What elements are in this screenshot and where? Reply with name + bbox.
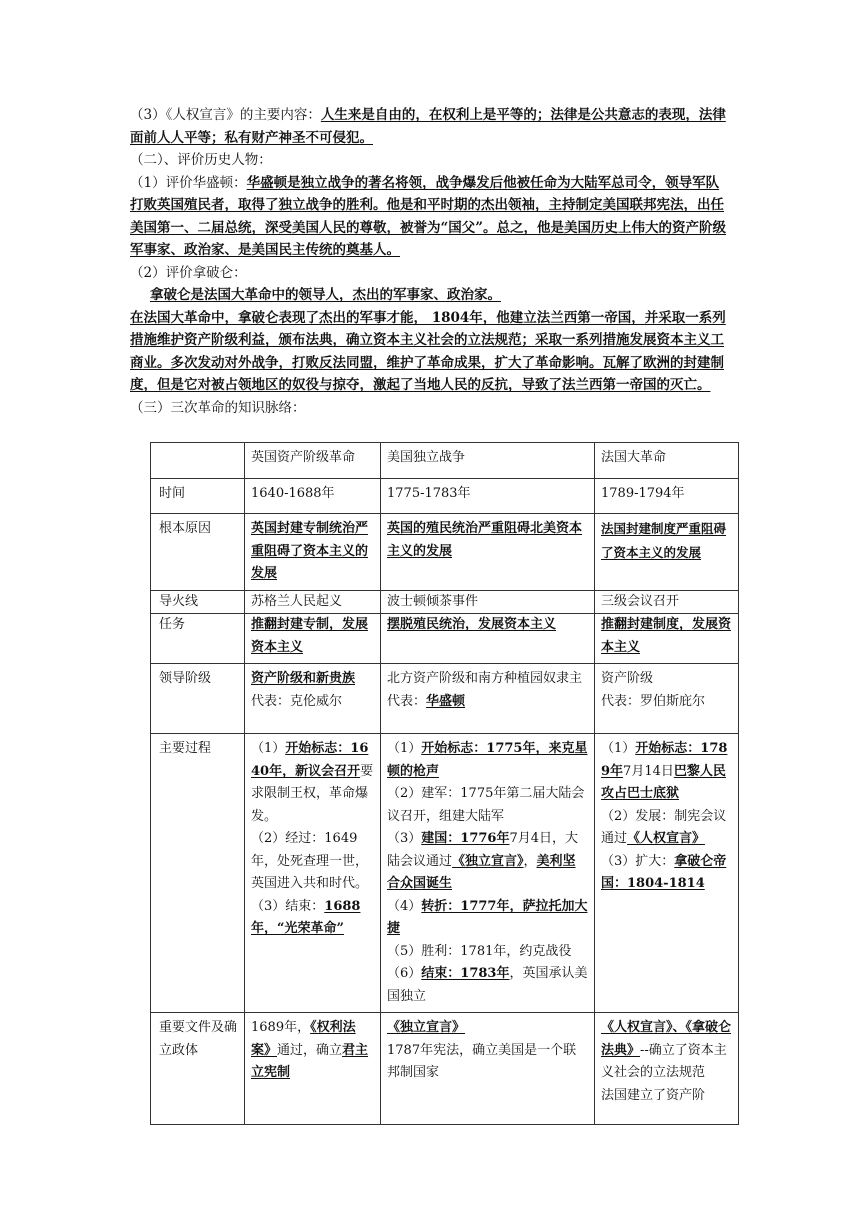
section-eval-heading: （二）、评价历史人物：	[130, 152, 272, 168]
napoleon-line1	[130, 284, 730, 307]
process-fr-1-prefix: （1）	[601, 741, 636, 756]
section3-prefix: （3）《人权宣言》的主要内容：	[130, 107, 321, 123]
table-cell	[245, 514, 381, 591]
table-cell: 1640-1688年	[245, 479, 381, 514]
row-label: 时间	[151, 479, 245, 514]
row-label: 主要过程	[151, 734, 245, 1013]
leader-fr-rep: 代表：罗伯斯庇尔	[601, 693, 706, 709]
table-cell	[245, 1013, 381, 1125]
process-fr-1b: 巴黎人民攻占巴士底狱	[601, 763, 726, 801]
process-uk-2: （2）经过：1649年，处死查理一世，英国进入共和时代。	[251, 831, 369, 891]
section3-content: 人生来是自由的，在权利上是平等的；法律是公共意志的表现，法律面前人人平等；私有财产神圣不可侵犯。	[130, 107, 726, 146]
cause-us: 英国的殖民统治严重阻碍北美资本主义的发展	[387, 521, 583, 559]
docs-uk-b: 《权利法案》	[251, 1020, 356, 1058]
table-cell	[595, 614, 739, 664]
cause-uk: 英国封建专制统治严重阻碍了资本主义的发展	[251, 521, 369, 581]
process-us-2: （2）建军：1775年第二届大陆会议召开，组建大陆军	[387, 786, 585, 824]
leader-us-rep: 华盛顿	[426, 693, 466, 709]
washington-paragraph	[130, 172, 730, 262]
docs-uk-d: 君主立宪制	[251, 1042, 369, 1080]
process-fr-3-prefix: （3）扩大：	[601, 853, 675, 869]
table-cell	[595, 514, 739, 591]
process-uk-3-prefix: （3）结束：	[251, 898, 325, 914]
table-header-cell	[151, 443, 245, 479]
table-cell: 1789-1794年	[595, 479, 739, 514]
table-header-row	[151, 443, 739, 479]
washington-prefix: （1）评价华盛顿：	[130, 174, 247, 191]
process-fr-2	[601, 806, 732, 851]
process-fr-2-text: （2）发展：制宪会议通过	[601, 808, 727, 846]
process-us-4-key: 转折：1777年，萨拉托加大捷	[387, 898, 588, 936]
row-label: 重要文件及确立政体	[151, 1013, 245, 1125]
process-us-6-key: 结束：1783年	[421, 966, 510, 981]
table-cell	[381, 1013, 595, 1125]
process-us-4	[387, 896, 588, 941]
table-cell	[245, 664, 381, 734]
table-cell	[595, 664, 739, 734]
section3-paragraph	[130, 104, 730, 149]
process-us-3-mid: 7月4日，大陆会议通过	[387, 831, 579, 869]
table-cell	[381, 664, 595, 734]
table-cell	[381, 514, 595, 591]
process-fr-3	[601, 851, 732, 896]
document-body	[130, 104, 730, 419]
table-cell: 苏格兰人民起义	[245, 590, 381, 614]
process-fr-1	[601, 738, 732, 806]
leader-fr-class: 资产阶级	[601, 671, 654, 686]
process-uk-3-key: 1688年，“光荣革命”	[251, 898, 361, 936]
table-row-fuse	[151, 590, 739, 614]
process-fr-2b: 《人权宣言》	[627, 831, 706, 846]
section-table-heading: （三）三次革命的知识脉络：	[130, 399, 306, 416]
napoleon-paragraph	[130, 307, 730, 397]
table-row-process	[151, 734, 739, 1013]
process-us-3a: 建国：1776年	[421, 831, 510, 846]
table-header-cell: 美国独立战争	[381, 443, 595, 479]
cause-fr: 法国封建制度严重阻碍了资本主义的发展	[601, 521, 727, 560]
process-us-3b: 《独立宣言》	[452, 853, 524, 869]
process-fr-1a: 开始标志：1789年	[601, 741, 728, 779]
table-row-cause	[151, 514, 739, 591]
task-uk: 推翻封建专制，发展资本主义	[251, 617, 369, 655]
table-header-cell: 法国大革命	[595, 443, 739, 479]
process-us-6-prefix: （6）	[387, 966, 422, 981]
table-cell	[381, 614, 595, 664]
process-us-3-comma: ，	[523, 853, 537, 869]
process-us-1	[387, 738, 588, 783]
table-cell	[245, 614, 381, 664]
row-label: 任务	[151, 614, 245, 664]
row-label: 领导阶级	[151, 664, 245, 734]
docs-fr-a: 《人权宣言》、《拿破仑法典》	[601, 1020, 732, 1058]
process-fr-3-key: 拿破仑帝国：1804-1814	[601, 853, 727, 891]
docs-fr-c: 法国建立了资产阶	[601, 1087, 706, 1103]
table-cell	[595, 734, 739, 1013]
table-row-task	[151, 614, 739, 664]
table-header-cell: 英国资产阶级革命	[245, 443, 381, 479]
row-label: 根本原因	[151, 514, 245, 591]
process-us-3-prefix: （3）	[387, 831, 422, 846]
table-cell	[381, 734, 595, 1013]
leader-us-class: 北方资产阶级和南方种植园奴隶主	[387, 671, 583, 686]
process-us-1-key: 开始标志：1775年，来克星顿的枪声	[387, 741, 588, 779]
napoleon-heading: （2）评价拿破仑：	[130, 264, 247, 281]
process-uk-3	[251, 896, 374, 941]
docs-us-b: 1787年宪法，确立美国是一个联邦制国家	[387, 1042, 577, 1080]
docs-uk-c: 通过，确立	[277, 1042, 343, 1058]
table-cell: 三级会议召开	[595, 590, 739, 614]
process-uk-1	[251, 738, 374, 828]
leader-us-rep-prefix: 代表：	[387, 693, 427, 709]
napoleon-para-text: 在法国大革命中，拿破仑表现了杰出的军事才能， 1804年，他建立法兰西第一帝国，并采取一系列措施维护资产阶级利益，颁布法典，确立资本主义社会的立法规范；采取一系列措施发展资本主义工商业。多次发动对外战争，打败反法同盟，维护了革命成果，扩大了革命影响。瓦解了欧洲的封建制度，但是它对被占领地区的奴役与掠夺，激起了当地人民的反抗，导致了法兰西第一帝国的灭亡。	[130, 309, 726, 393]
process-us-1-prefix: （1）	[387, 741, 422, 756]
table-cell	[245, 734, 381, 1013]
napoleon-line1-text: 拿破仑是法国大革命中的领导人，杰出的军事家、政治家。	[150, 287, 501, 303]
process-us-3	[387, 828, 588, 896]
table-cell: 波士顿倾茶事件	[381, 590, 595, 614]
revolutions-table	[150, 442, 739, 1125]
table-cell: 1775-1783年	[381, 479, 595, 514]
process-us-4-prefix: （4）	[387, 898, 422, 914]
docs-uk-a: 1689年，	[251, 1020, 311, 1035]
process-us-3c: 美利坚合众国诞生	[387, 853, 576, 891]
task-fr: 推翻封建制度，发展资本主义	[601, 617, 732, 655]
process-us-5: （5）胜利：1781年，约克战役	[387, 943, 572, 959]
table-row-time	[151, 479, 739, 514]
process-fr-1-mid: 7月14日	[623, 763, 674, 779]
process-uk-1-rest: 要求限制王权，革命爆发。	[251, 763, 374, 824]
table-row-docs	[151, 1013, 739, 1125]
washington-text: 华盛顿是独立战争的著名将领，战争爆发后他被任命为大陆军总司令，领导军队打败英国殖民者，取得了独立战争的胜利。他是和平时期的杰出领袖，主持制定美国联邦宪法，出任美国第一、二届总统，深受美国人民的尊敬，被誉为“国父”。总之，他是美国历史上伟大的资产阶级军事家、政治家、是美国民主传统的奠基人。	[130, 174, 727, 258]
process-us-6-rest: ，英国承认美国独立	[387, 966, 588, 1004]
task-us: 摆脱殖民统治，发展资本主义	[387, 617, 557, 632]
row-label: 导火线	[151, 590, 245, 614]
leader-uk-class: 资产阶级和新贵族	[251, 671, 356, 686]
docs-fr-b: --确立了资本主义社会的立法规范	[601, 1042, 727, 1080]
table-row-leader	[151, 664, 739, 734]
leader-us-rep-line	[387, 691, 588, 714]
docs-us-a: 《独立宣言》	[387, 1020, 466, 1035]
process-uk-1-key: 开始标志：1640年，新议会召开	[251, 741, 369, 779]
leader-uk-rep: 代表：克伦威尔	[251, 693, 343, 709]
process-uk-1-prefix: （1）	[251, 741, 286, 756]
table-cell	[595, 1013, 739, 1125]
process-us-6	[387, 963, 588, 1008]
